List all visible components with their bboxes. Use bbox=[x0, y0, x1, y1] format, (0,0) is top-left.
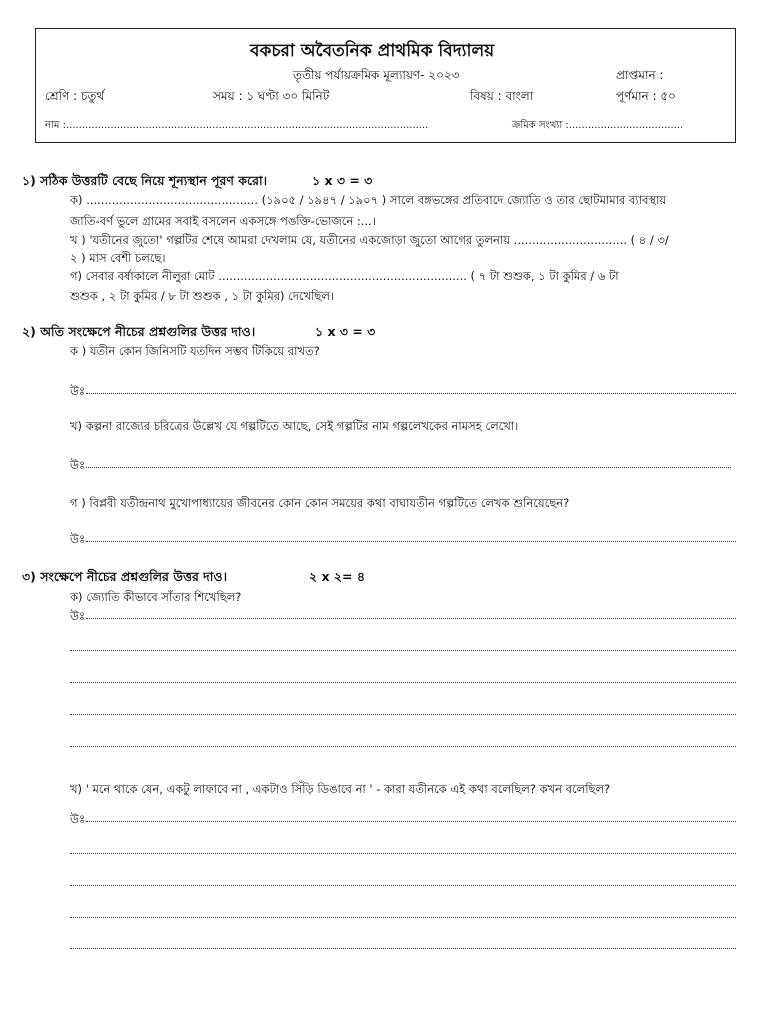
full-marks-label: পূর্ণমান : ৫০ bbox=[616, 89, 676, 103]
obtained-marks-label: প্রাপ্তমান : bbox=[616, 68, 664, 82]
q1-a-line2: জাতি-বর্ণ ভুলে গ্রামের সবাই বসলেন একসঙ্গে পঙক্তি-ভোজনে :...। bbox=[70, 214, 376, 228]
q2-c-answer-line[interactable] bbox=[86, 541, 736, 542]
q3-a-answer-line[interactable] bbox=[70, 714, 736, 715]
q3-a-answer-label: উঃ bbox=[70, 609, 86, 623]
q1-c-line1: গ) সেবার বর্ষাকালে নীলুরা মোট .................................................................... ( ৭ টা শুশুক, ১ টা কুমির / ৬ টা bbox=[70, 269, 619, 283]
q2-b-answer-label: উঃ bbox=[70, 458, 86, 472]
q1-b-line1: খ ) 'যতীনের জুতো' গল্পটির শেষে আমরা দেখলাম যে, যতীনের একজোড়া জুতো আগের তুলনায় ............................... ( ৪ / ৩/ bbox=[70, 233, 669, 247]
q1-a-line1: ক) ............................................... (১৯০৫ / ১৯৪৭ / ১৯০৭ ) সালে বঙ্গভঙ্গের প্রতিবাদে জ্যোতি ও তার ছোটমামার ব্যাবস্থায় bbox=[70, 193, 667, 207]
q3-marks: ২ x ২= ৪ bbox=[309, 569, 365, 584]
q2-c-answer-label: উঃ bbox=[70, 532, 86, 546]
q2-a-answer-label: উঃ bbox=[70, 384, 86, 398]
q3-a-answer-line[interactable] bbox=[70, 650, 736, 651]
name-field[interactable]: নাম :.................................................................................................................. bbox=[45, 120, 429, 131]
school-name: বকচরা অবৈতনিক প্রাথমিক বিদ্যালয় bbox=[250, 41, 495, 61]
q2-c-question: গ ) বিপ্লবী যতীন্দ্রনাথ মুখোপাধ্যায়ের জীবনের কোন কোন সময়ের কথা বাঘাযতীন গল্পটিতে লেখক শুনিয়েছেন? bbox=[70, 496, 570, 510]
q3-b-question: খ) ' মনে থাকে যেন, একটু লাফাবে না , একটাও সিঁড়ি ডিঙাবে না ' - কারা যতীনকে এই কথা বলেছিল? কখন বলেছিল? bbox=[70, 782, 611, 796]
q3-b-answer-line[interactable] bbox=[86, 821, 736, 822]
q3-b-answer-line[interactable] bbox=[70, 885, 736, 886]
class-label: শ্রেণি : চতুর্থ bbox=[45, 89, 105, 103]
q2-b-question: খ) কল্পনা রাজ্যের চরিত্রের উল্লেখ যে গল্পটিতে আছে, সেই গল্পটির নাম গল্পলেখকের নামসহ লেখো। bbox=[70, 419, 519, 433]
q3-b-answer-label: উঃ bbox=[70, 812, 86, 826]
q2-a-question: ক ) যতীন কোন জিনিসটি যতদিন সম্ভব টিকিয়ে রাখত? bbox=[70, 344, 320, 358]
q3-a-question: ক) জ্যোতি কীভাবে সাঁতার শিখেছিল? bbox=[70, 590, 242, 604]
subject-label: বিষয় : বাংলা bbox=[470, 89, 534, 103]
exam-name: তৃতীয় পর্যায়ক্রমিক মূল্যায়ণ- ২০২৩ bbox=[293, 68, 460, 82]
q2-marks: ১ x ৩ = ৩ bbox=[315, 324, 376, 339]
q3-a-answer-line[interactable] bbox=[86, 618, 736, 619]
q2-heading: ২) অতি সংক্ষেপে নীচের প্রশ্নগুলির উত্তর দাও। bbox=[22, 324, 256, 339]
q1-heading: ১) সঠিক উত্তরটি বেছে নিয়ে শূন্যস্থান পূরণ করো। bbox=[22, 173, 268, 188]
roll-field[interactable]: ক্রমিক সংখ্যা :.................................... bbox=[512, 120, 684, 131]
q1-b-line2: ২ ) মাস বেশী চলছে। bbox=[70, 251, 166, 265]
q1-c-line2: শুশুক , ২ টা কুমির / ৮ টা শুশুক , ১ টা কুমির) দেখেছিল। bbox=[70, 289, 335, 303]
q2-a-answer-line[interactable] bbox=[86, 393, 736, 394]
q2-b-answer-line[interactable] bbox=[86, 467, 731, 468]
time-label: সময় : ১ ঘণ্টা ৩০ মিনিট bbox=[213, 89, 330, 103]
q3-b-answer-line[interactable] bbox=[70, 853, 736, 854]
q3-a-answer-line[interactable] bbox=[70, 746, 736, 747]
q3-a-answer-line[interactable] bbox=[70, 682, 736, 683]
q3-b-answer-line[interactable] bbox=[70, 917, 736, 918]
q3-heading: ৩) সংক্ষেপে নীচের প্রশ্নগুলির উত্তর দাও। bbox=[22, 569, 228, 584]
q1-marks: ১ x ৩ = ৩ bbox=[312, 173, 373, 188]
q3-b-answer-line[interactable] bbox=[70, 948, 736, 949]
